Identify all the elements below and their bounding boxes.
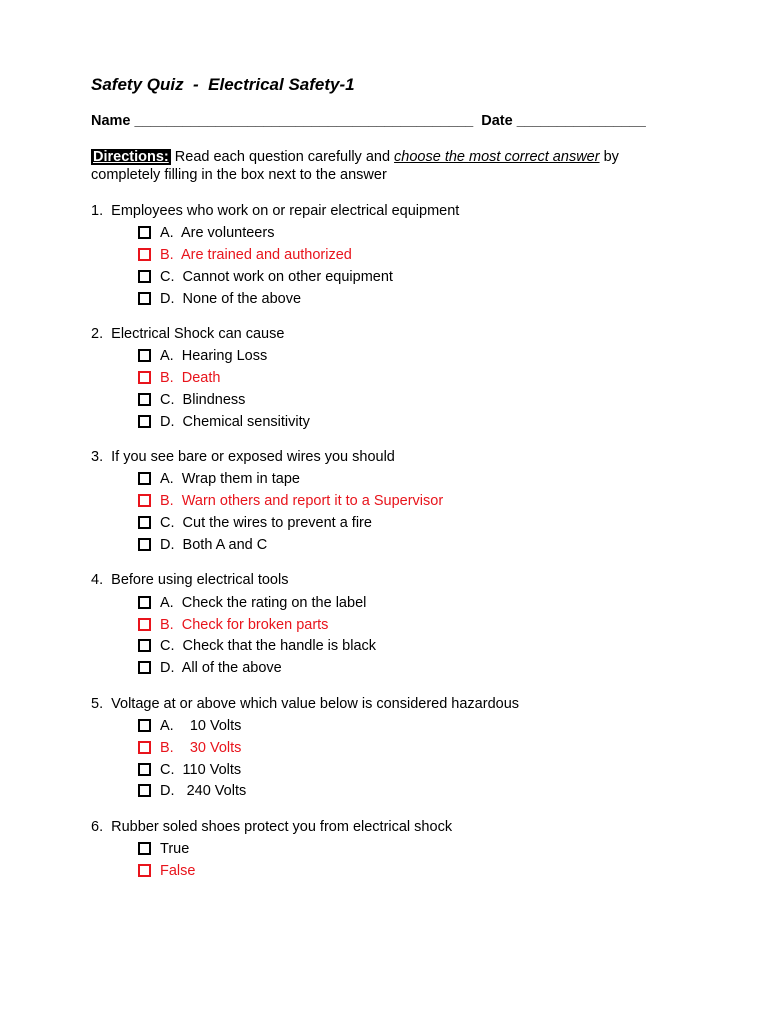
- checkbox-icon[interactable]: [138, 292, 151, 305]
- question-4-option-b[interactable]: [138, 617, 328, 633]
- checkbox-icon[interactable]: [138, 349, 151, 362]
- question-4-option-d[interactable]: [138, 660, 282, 676]
- option-label: B. 30 Volts: [160, 740, 242, 756]
- checkbox-icon[interactable]: [138, 472, 151, 485]
- checkbox-icon[interactable]: [138, 248, 151, 261]
- option-label: B. Warn others and report it to a Supervisor: [160, 493, 444, 509]
- option-label: B. Are trained and authorized: [160, 247, 352, 263]
- directions-text-after: by completely filling in the box next to the answer: [91, 149, 619, 183]
- question-2-option-d[interactable]: [138, 414, 310, 430]
- option-label: C. 110 Volts: [160, 762, 242, 778]
- checkbox-icon[interactable]: [138, 842, 151, 855]
- option-label: A. Are volunteers: [160, 225, 275, 241]
- option-label: A. 10 Volts: [160, 718, 242, 734]
- question-1: 1. Employees who work on or repair electrical equipment: [91, 203, 460, 219]
- checkbox-icon[interactable]: [138, 784, 151, 797]
- question-4: 4. Before using electrical tools: [91, 572, 289, 588]
- option-label: D. Chemical sensitivity: [160, 414, 310, 430]
- question-3-option-d[interactable]: [138, 537, 267, 553]
- quiz-title: Safety Quiz - Electrical Safety-1: [91, 75, 355, 94]
- option-label: D. All of the above: [160, 660, 282, 676]
- checkbox-icon[interactable]: [138, 596, 151, 609]
- checkbox-icon[interactable]: [138, 538, 151, 551]
- question-1-option-c[interactable]: [138, 269, 393, 285]
- option-label: A. Check the rating on the label: [160, 595, 367, 611]
- checkbox-icon[interactable]: [138, 864, 151, 877]
- question-2-option-c[interactable]: [138, 392, 245, 408]
- question-3-option-a[interactable]: [138, 471, 300, 487]
- checkbox-icon[interactable]: [138, 494, 151, 507]
- name-date-line[interactable]: Name __________________________________________ Date ________________: [91, 113, 646, 129]
- checkbox-icon[interactable]: [138, 371, 151, 384]
- option-label: B. Check for broken parts: [160, 617, 329, 633]
- question-5: 5. Voltage at or above which value below is considered hazardous: [91, 696, 520, 712]
- question-2-option-a[interactable]: [138, 348, 267, 364]
- checkbox-icon[interactable]: [138, 618, 151, 631]
- directions-text-before: Read each question carefully and: [170, 149, 395, 165]
- question-6-option-false[interactable]: [138, 863, 195, 879]
- checkbox-icon[interactable]: [138, 516, 151, 529]
- checkbox-icon[interactable]: [138, 661, 151, 674]
- checkbox-icon[interactable]: [138, 226, 151, 239]
- checkbox-icon[interactable]: [138, 415, 151, 428]
- question-5-option-a[interactable]: [138, 718, 241, 734]
- option-label: D. 240 Volts: [160, 783, 247, 799]
- question-6: 6. Rubber soled shoes protect you from electrical shock: [91, 819, 453, 835]
- question-4-option-c[interactable]: [138, 638, 376, 654]
- option-label: C. Cut the wires to prevent a fire: [160, 515, 372, 531]
- question-4-option-a[interactable]: [138, 595, 366, 611]
- directions-label: Directions:: [93, 149, 169, 165]
- option-label: True: [160, 841, 190, 857]
- option-label: B. Death: [160, 370, 221, 386]
- question-1-option-a[interactable]: [138, 225, 274, 241]
- checkbox-icon[interactable]: [138, 741, 151, 754]
- question-5-option-d[interactable]: [138, 783, 246, 799]
- question-1-option-b[interactable]: [138, 247, 352, 263]
- option-label: C. Blindness: [160, 392, 246, 408]
- option-label: D. None of the above: [160, 291, 302, 307]
- option-label: C. Cannot work on other equipment: [160, 269, 393, 285]
- question-3: 3. If you see bare or exposed wires you should: [91, 449, 395, 465]
- option-label: D. Both A and C: [160, 537, 268, 553]
- question-1-option-d[interactable]: [138, 291, 301, 307]
- checkbox-icon[interactable]: [138, 719, 151, 732]
- option-label: False: [160, 863, 196, 879]
- question-3-option-c[interactable]: [138, 515, 372, 531]
- option-label: A. Hearing Loss: [160, 348, 268, 364]
- checkbox-icon[interactable]: [138, 393, 151, 406]
- question-3-option-b[interactable]: [138, 493, 443, 509]
- checkbox-icon[interactable]: [138, 270, 151, 283]
- question-5-option-c[interactable]: [138, 762, 241, 778]
- checkbox-icon[interactable]: [138, 639, 151, 652]
- question-6-option-true[interactable]: [138, 841, 189, 857]
- question-2: 2. Electrical Shock can cause: [91, 326, 285, 342]
- directions: [91, 148, 651, 184]
- directions-emphasis: choose the most correct answer: [394, 149, 600, 165]
- option-label: A. Wrap them in tape: [160, 471, 300, 487]
- checkbox-icon[interactable]: [138, 763, 151, 776]
- question-2-option-b[interactable]: [138, 370, 220, 386]
- option-label: C. Check that the handle is black: [160, 638, 377, 654]
- question-5-option-b[interactable]: [138, 740, 241, 756]
